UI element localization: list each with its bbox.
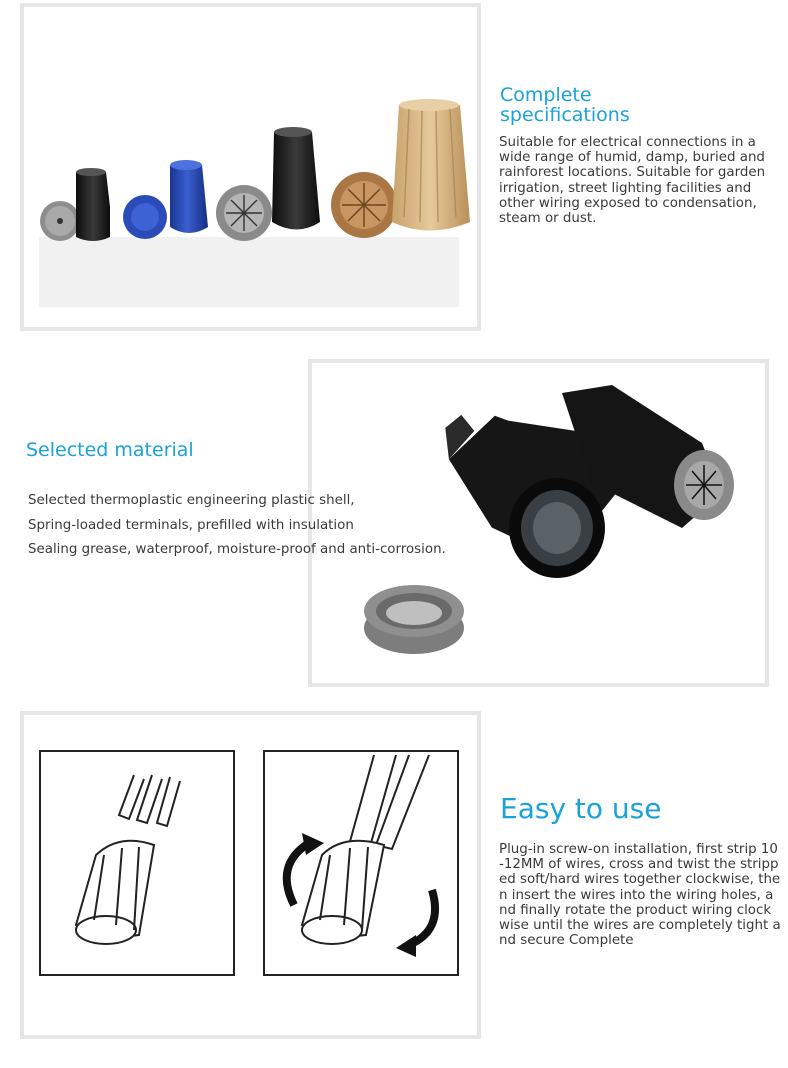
section-description-installation: Plug-in screw-on installation, first strip 10-12MM of wires, cross and twist the stripped soft/hard wires together clockwise, then insert the wires into the wiring holes, and finally rotate the product wiring clockwise until the wires are completely tight and secure Complete <box>499 842 781 949</box>
section-description-specifications: Suitable for electrical connections in a wide range of humid, damp, buried and rainforest locations. Suitable for garden irrigation, street lighting facilities and other wiring exposed to condensation, steam or dust. <box>499 135 766 227</box>
installation-steps-illustration <box>24 715 477 1035</box>
section-title-selected-material: Selected material <box>26 439 194 461</box>
wire-connectors-lineup-photo <box>24 7 477 327</box>
section-title-complete-specifications: Complete specifications <box>500 84 630 126</box>
installation-diagram-image <box>20 711 481 1039</box>
material-feature-list <box>28 489 468 563</box>
material-feature-item: Selected thermoplastic engineering plastic shell, <box>28 493 355 508</box>
material-feature-item: Sealing grease, waterproof, moisture-proof and anti-corrosion. <box>28 542 446 557</box>
material-feature-item: Spring-loaded terminals, prefilled with insulation <box>28 517 354 533</box>
product-lineup-image <box>20 3 481 331</box>
section-title-easy-to-use: Easy to use <box>500 792 662 825</box>
